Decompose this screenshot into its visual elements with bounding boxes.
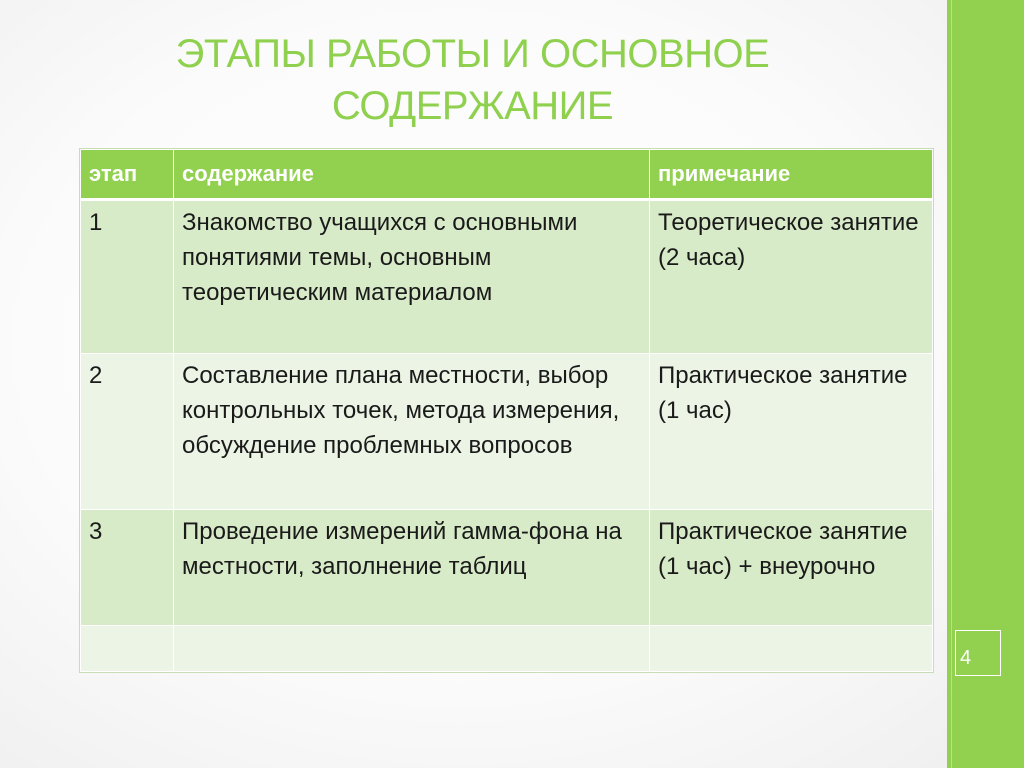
cell-note: Практическое занятие (1 час) + внеурочно [650, 510, 933, 626]
table-row [81, 200, 933, 354]
cell-stage [81, 626, 174, 672]
cell-content: Знакомство учащихся с основными понятиями темы, основным теоретическим материалом [174, 200, 650, 354]
cell-content: Составление плана местности, выбор контрольных точек, метода измерения, обсуждение проблемных вопросов [174, 354, 650, 510]
cell-content [174, 626, 650, 672]
table-row [81, 354, 933, 510]
cell-content: Проведение измерений гамма-фона на местности, заполнение таблиц [174, 510, 650, 626]
cell-stage: 3 [81, 510, 174, 626]
page-number: 4 [960, 647, 972, 669]
side-bar-divider [951, 0, 952, 768]
stages-table [80, 149, 933, 672]
header-stage: этап [81, 150, 174, 200]
cell-note [650, 626, 933, 672]
slide-title: ЭТАПЫ РАБОТЫ И ОСНОВНОЕ СОДЕРЖАНИЕ [175, 32, 770, 128]
cell-note: Практическое занятие (1 час) [650, 354, 933, 510]
table-row [81, 510, 933, 626]
table-header-row [81, 150, 933, 200]
cell-stage: 2 [81, 354, 174, 510]
table-row [81, 626, 933, 672]
header-note: примечание [650, 150, 933, 200]
cell-note: Теоретическое занятие (2 часа) [650, 200, 933, 354]
page-number-box [955, 630, 1001, 676]
header-content: содержание [174, 150, 650, 200]
cell-stage: 1 [81, 200, 174, 354]
